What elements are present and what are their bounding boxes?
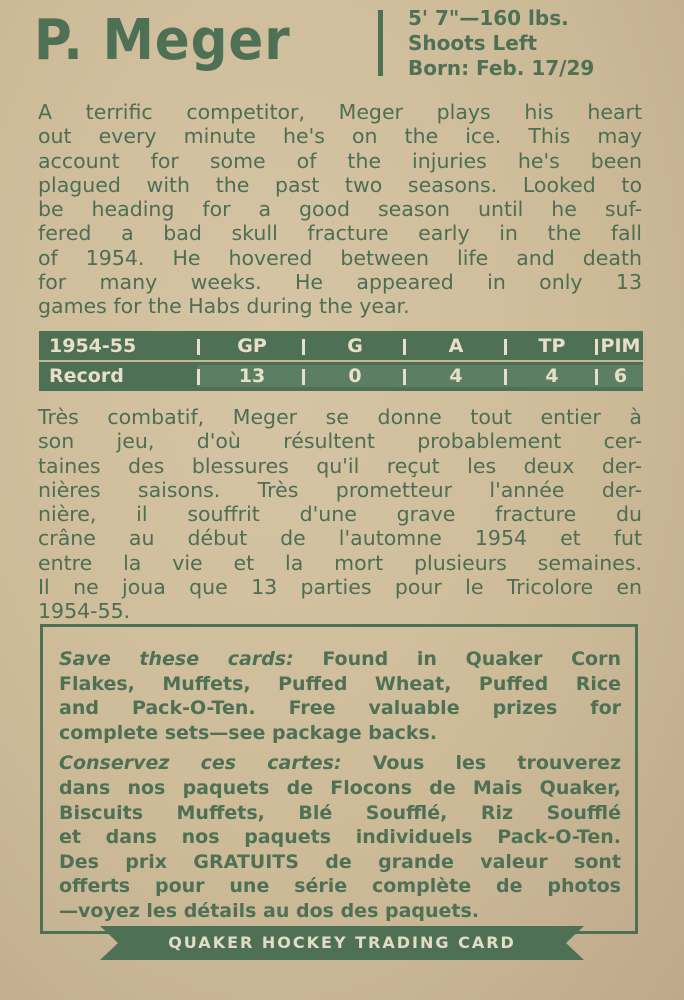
bio-line: taines des blessures qu'il reçut les deux der- <box>38 453 642 478</box>
promo-line: and Pack-O-Ten. Free valuable prizes for <box>59 697 621 720</box>
record-value-row <box>39 363 643 390</box>
bio-french <box>38 405 642 624</box>
shoots: Shoots Left <box>408 31 538 55</box>
column-separator <box>302 369 305 385</box>
bio-line: nière, il souffrit d'une grave fracture du <box>38 502 642 527</box>
card-banner <box>100 924 584 962</box>
col-header-g: G <box>347 335 363 357</box>
banner-text: QUAKER HOCKEY TRADING CARD <box>168 933 516 952</box>
bio-line: of 1954. He hovered between life and death <box>38 245 642 270</box>
header-divider <box>378 10 383 76</box>
promo-line: dans nos paquets de Flocons de Mais Quaker, <box>59 776 621 799</box>
player-vitals <box>408 6 594 81</box>
promo-line <box>59 751 621 776</box>
bio-line: A terrific competitor, Meger plays his heart <box>38 100 642 124</box>
col-header-tp: TP <box>538 335 566 357</box>
promo-lead-fr: Conservez ces cartes: <box>59 752 342 775</box>
bio-line: crâne au début de l'automne 1954 et fut <box>38 526 642 551</box>
bio-line: plagued with the past two seasons. Looked to <box>38 172 642 197</box>
bio-line: 1954-55. <box>38 599 131 624</box>
promo-line: et dans nos paquets individuels Pack-O-Ten. <box>59 826 621 849</box>
value-a: 4 <box>449 365 463 387</box>
promo-text <box>59 647 621 924</box>
column-separator <box>403 339 406 355</box>
player-name: P. Meger <box>34 8 291 73</box>
card-header <box>0 0 684 90</box>
bio-line: be heading for a good season until he suf- <box>38 197 642 222</box>
bio-line: fered a bad skull fracture early in the fall <box>38 221 642 246</box>
value-pim: 6 <box>613 365 628 387</box>
bio-line: son jeu, d'où résultent probablement cer- <box>38 429 642 454</box>
bio-line: Il ne joua que 13 parties pour le Tricolore en <box>38 575 642 600</box>
bio-line: out every minute he's on the ice. This may <box>38 124 642 149</box>
col-header-pim: PIM <box>600 335 641 357</box>
bio-line: Très combatif, Meger se donne tout entier à <box>38 405 642 429</box>
column-separator <box>403 369 406 385</box>
col-header-a: A <box>448 335 464 357</box>
bio-english <box>38 100 642 319</box>
column-separator <box>197 369 200 385</box>
bio-line: games for the Habs during the year. <box>38 294 410 319</box>
promo-line: —voyez les détails au dos des paquets. <box>59 899 480 922</box>
promo-line <box>59 647 621 672</box>
promo-line: Biscuits Muffets, Blé Soufflé, Riz Soufflé <box>59 801 621 824</box>
promo-line: offerts pour une série complète de photos <box>59 875 621 898</box>
promo-line: Des prix GRATUITS de grande valeur sont <box>59 850 621 873</box>
bio-line: for many weeks. He appeared in only 13 <box>38 270 642 295</box>
bio-line: account for some of the injuries he's been <box>38 148 642 173</box>
col-header-gp: GP <box>237 335 267 357</box>
value-g: 0 <box>348 365 362 387</box>
height-weight: 5' 7"—160 lbs. <box>408 6 569 30</box>
bio-line: entre la vie et la mort plusieurs semaines. <box>38 550 642 575</box>
value-gp: 13 <box>238 365 266 387</box>
record-label: Record <box>49 365 124 387</box>
column-separator <box>197 339 200 355</box>
value-tp: 4 <box>545 365 559 387</box>
promo-line: Flakes, Muffets, Puffed Wheat, Puffed Rice <box>59 672 621 695</box>
column-separator <box>504 369 507 385</box>
promo-box <box>40 624 638 934</box>
column-separator <box>302 339 305 355</box>
promo-line: complete sets—see package backs. <box>59 721 438 744</box>
season-record-table <box>39 331 643 391</box>
column-separator <box>504 339 507 355</box>
birth-date: Born: Feb. 17/29 <box>408 56 595 80</box>
record-header-row <box>39 333 643 360</box>
promo-text-fr: Vous les trouverez <box>341 752 622 775</box>
record-row-divider <box>39 360 643 362</box>
promo-text-en: Found in Quaker Corn <box>293 648 621 670</box>
promo-lead-en: Save these cards: <box>59 648 294 670</box>
season-label: 1954-55 <box>49 335 137 357</box>
bio-line: nières saisons. Très prometteur l'année der- <box>38 477 642 502</box>
